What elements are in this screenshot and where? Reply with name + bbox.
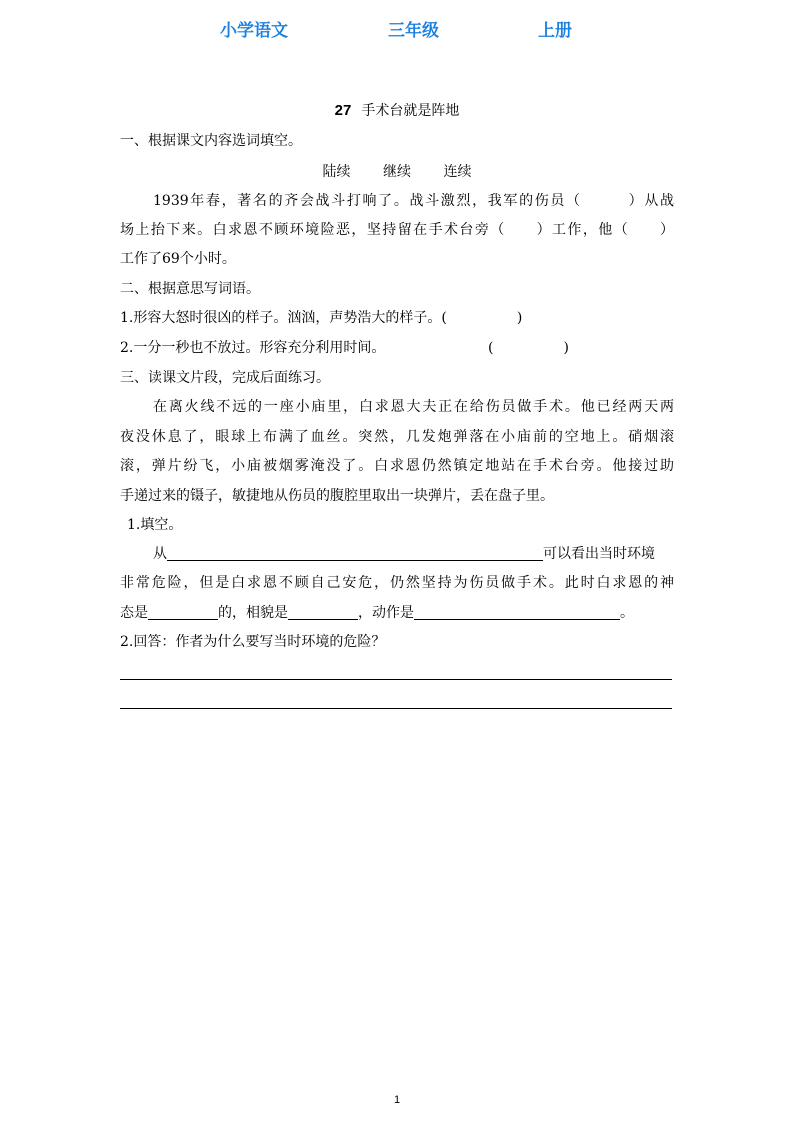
section1-heading: 一、根据课文内容选词填空。 (120, 133, 302, 149)
fill-text: 。 (620, 605, 634, 621)
word-choice: 继续 (383, 164, 411, 180)
passage-line: 滚，弹片纷飞，小庙被烟雾淹没了。白求恩仍然镇定地站在手术台旁。他接过助 (120, 458, 674, 474)
fill-line-2: 非常危险，但是白求恩不顾自己安危，仍然坚持为伤员做手术。此时白求恩的神 (120, 575, 674, 591)
answer-line[interactable] (120, 679, 672, 680)
fill-blank[interactable] (288, 603, 358, 620)
page-number: 1 (393, 1094, 401, 1106)
section2-question-1: 1.形容大怒时很凶的样子。汹汹，声势浩大的样子。( ) (120, 310, 523, 326)
section1-paragraph-line: 场上抬下来。白求恩不顾环境险恶，坚持留在手术台旁（ ）工作，他（ ） (120, 222, 674, 238)
header-subject: 小学语文 (220, 21, 288, 41)
lesson-name: 手术台就是阵地 (361, 103, 460, 119)
fill-text: ，动作是 (358, 605, 414, 621)
fill-blank[interactable] (414, 603, 620, 620)
section1-paragraph-line: 工作了69个小时。 (120, 251, 236, 267)
passage-line: 夜没休息了，眼球上布满了血丝。突然，几发炮弹落在小庙前的空地上。硝烟滚 (120, 429, 674, 445)
passage-line: 手递过来的镊子，敏捷地从伤员的腹腔里取出一块弹片，丢在盘子里。 (120, 488, 554, 504)
word-choice: 连续 (443, 164, 472, 180)
word-choice: 陆续 (322, 164, 351, 180)
header-grade: 三年级 (388, 21, 439, 41)
word-choices (0, 158, 794, 187)
answer-line[interactable] (120, 708, 672, 709)
section3-heading: 三、读课文片段，完成后面练习。 (120, 370, 330, 386)
fill-text: 从 (153, 546, 167, 562)
question-text: 2.一分一秒也不放过。形容充分利用时间。 (120, 340, 386, 356)
lesson-number: 27 (334, 102, 352, 119)
fill-text: 可以看出当时环境 (543, 546, 655, 562)
question-2: 2.回答：作者为什么要写当时环境的危险？ (120, 634, 386, 650)
fill-blank[interactable] (148, 603, 218, 620)
fill-line-3 (120, 599, 674, 628)
fill-line-1 (120, 540, 674, 569)
answer-blank[interactable]: ( ) (488, 340, 569, 356)
fill-text: 态是 (120, 605, 148, 621)
passage-line: 在离火线不远的一座小庙里，白求恩大夫正在给伤员做手术。他已经两天两 (153, 399, 674, 415)
section2-heading: 二、根据意思写词语。 (120, 281, 260, 297)
question-1-label: 1.填空。 (127, 517, 183, 533)
fill-blank[interactable] (167, 544, 543, 561)
lesson-title (0, 100, 794, 120)
section1-paragraph-line: 1939年春，著名的齐会战斗打响了。战斗激烈，我军的伤员（ ）从战 (153, 193, 674, 209)
header-volume: 上册 (538, 21, 572, 41)
section2-question-2 (120, 334, 674, 363)
fill-text: 的，相貌是 (218, 605, 288, 621)
